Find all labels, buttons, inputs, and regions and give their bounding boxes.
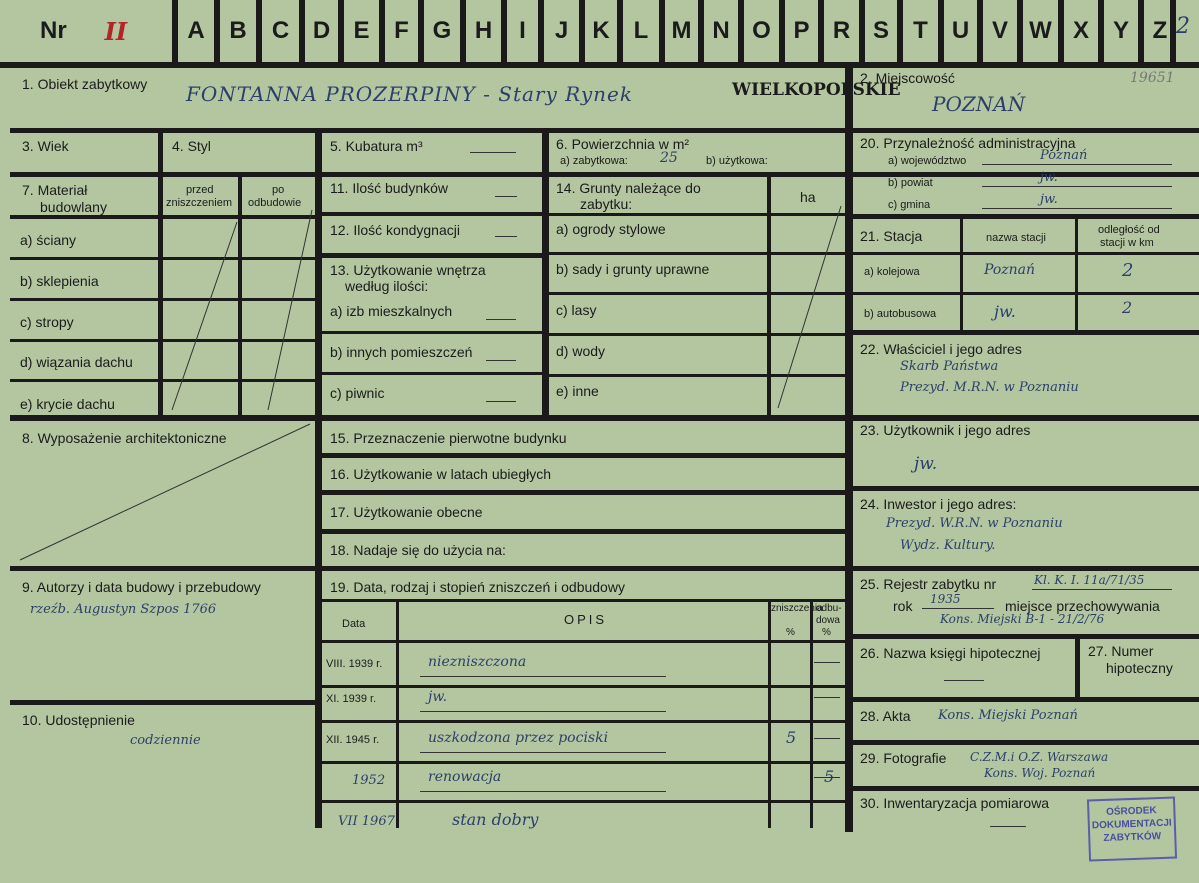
f25-rok-label: rok [893, 598, 913, 614]
f13-label2: według ilości: [345, 278, 429, 294]
f7-row-label: b) sklepienia [20, 273, 99, 289]
f20-b-label: b) powiat [888, 177, 933, 189]
f29-line2: Kons. Woj. Poznań [984, 766, 1096, 780]
f19-footer-date: VII 1967 [338, 814, 395, 829]
f7-label2: budowlany [40, 199, 107, 215]
f19-col-o3: % [822, 627, 831, 638]
f25-value: Kl. K. I. 11a/71/35 [1034, 573, 1145, 587]
stamp-line3: ZABYTKÓW [1103, 830, 1162, 844]
f11-label: 11. Ilość budynków [330, 180, 449, 196]
letter-z: Z [1144, 0, 1176, 62]
letter-v: V [983, 0, 1017, 62]
f10-label: 10. Udostępnienie [22, 712, 135, 728]
f21-a-km: 2 [1122, 260, 1134, 281]
f19-col-z2: % [786, 627, 795, 638]
letter-r: R [824, 0, 859, 62]
f7-row-label: c) stropy [20, 314, 74, 330]
f15-label: 15. Przeznaczenie pierwotne budynku [330, 430, 567, 446]
f7-col1b: zniszczeniem [166, 197, 233, 209]
f19-col-o2: dowa [816, 615, 840, 626]
f13-row-label: a) izb mieszkalnych [330, 303, 453, 319]
f19-row-desc: renowacja [428, 769, 502, 785]
corner-mark: 2 [1176, 14, 1190, 39]
f25-rok-value: 1935 [930, 592, 961, 606]
f16-label: 16. Użytkowanie w latach ubiegłych [330, 466, 552, 482]
f27-label1: 27. Numer [1088, 643, 1154, 659]
f6-b-label: b) użytkowa: [706, 155, 768, 167]
f19-col-date: Data [342, 618, 366, 630]
f19-row-date: 1952 [352, 773, 386, 788]
f24-label: 24. Inwestor i jego adres: [860, 496, 1017, 512]
f8-label: 8. Wyposażenie architektoniczne [22, 430, 227, 446]
f2-label: 2. Miejscowość [860, 70, 955, 86]
f20-b-value: jw. [1040, 170, 1058, 185]
f5-label: 5. Kubatura m³ [330, 138, 423, 154]
f21-b-label: b) autobusowa [864, 308, 937, 320]
letter-a: A [178, 0, 214, 62]
f20-label: 20. Przynależność administracyjna [860, 135, 1076, 151]
f30-label: 30. Inwentaryzacja pomiarowa [860, 795, 1050, 811]
letter-b: B [220, 0, 256, 62]
f25-miejsce-label: miejsce przechowywania [1005, 598, 1160, 614]
f20-c-value: jw. [1040, 192, 1058, 207]
f2-code: 19651 [1130, 70, 1175, 86]
letter-f: F [385, 0, 418, 62]
letter-i: I [507, 0, 538, 62]
letter-h: H [466, 0, 501, 62]
f19-row-date: XI. 1939 r. [326, 693, 377, 705]
letter-g: G [424, 0, 460, 62]
f7-col2b: odbudowie [248, 197, 302, 209]
f19-col-z1: zniszczenia [771, 603, 823, 614]
f9-label: 9. Autorzy i data budowy i przebudowy [22, 579, 261, 595]
f19-col-o1: odbu- [816, 603, 842, 614]
f21-label: 21. Stacja [860, 228, 923, 244]
f19-row-desc: uszkodzona przez pociski [428, 730, 609, 746]
f24-line2: Wydz. Kultury. [900, 538, 996, 553]
f18-label: 18. Nadaje się do użycia na: [330, 542, 506, 558]
f20-c-label: c) gmina [888, 199, 931, 211]
letter-e: E [344, 0, 379, 62]
f23-label: 23. Użytkownik i jego adres [860, 422, 1031, 438]
f7-row-label: d) wiązania dachu [20, 354, 133, 370]
f6-a-label: a) zabytkowa: [560, 155, 628, 167]
letter-d: D [305, 0, 338, 62]
letter-o: O [744, 0, 779, 62]
f19-row-date: VIII. 1939 r. [326, 658, 383, 670]
f23-value: jw. [914, 454, 938, 474]
stamp-line1: OŚRODEK [1105, 805, 1157, 818]
letter-j: J [544, 0, 579, 62]
f14-label2: zabytku: [580, 196, 633, 212]
letter-w: W [1023, 0, 1058, 62]
f9-value: rzeźb. Augustyn Szpos 1766 [30, 602, 217, 617]
stamp-line2: DOKUMENTACJI [1091, 817, 1172, 832]
f12-label: 12. Ilość kondygnacji [330, 222, 460, 238]
letter-m: M [665, 0, 698, 62]
f3-label: 3. Wiek [22, 138, 69, 154]
f1-label: 1. Obiekt zabytkowy [22, 76, 148, 92]
f21-col2b: stacji w km [1100, 237, 1154, 249]
f14-row-label: d) wody [556, 343, 606, 359]
f25-miejsce-value: Kons. Miejski B-1 - 21/2/76 [940, 612, 1105, 626]
f24-line1: Prezyd. W.R.N. w Poznaniu [886, 516, 1063, 531]
f13-row-label: c) piwnic [330, 385, 385, 401]
letter-l: L [623, 0, 659, 62]
f21-b-name: jw. [994, 302, 1016, 321]
f6-label: 6. Powierzchnia w m² [556, 136, 690, 152]
f20-a-value: Poznań [1040, 148, 1088, 163]
f7-label1: 7. Materiał [22, 182, 88, 198]
f21-a-label: a) kolejowa [864, 266, 920, 278]
f29-line1: C.Z.M.i O.Z. Warszawa [970, 750, 1109, 764]
f14-row-label: b) sady i grunty uprawne [556, 261, 710, 277]
f14-unit: ha [800, 189, 816, 205]
f29-label: 29. Fotografie [860, 750, 947, 766]
f28-value: Kons. Miejski Poznań [938, 708, 1078, 723]
f19-col-desc: OPIS [564, 612, 608, 627]
f13-row-label: b) innych pomieszczeń [330, 344, 473, 360]
nr-label: Nr [40, 17, 67, 44]
f1-region: WIELKOPOLSKIE [732, 80, 901, 100]
f22-line1: Skarb Państwa [900, 359, 999, 374]
f1-value: FONTANNA PROZERPINY - Stary Rynek [186, 82, 633, 106]
f20-a-label: a) województwo [888, 155, 967, 167]
f14-row-label: c) lasy [556, 302, 597, 318]
f7-col1a: przed [186, 184, 214, 196]
f10-value: codziennie [130, 733, 201, 748]
letter-x: X [1064, 0, 1098, 62]
f21-col2a: odległość od [1098, 224, 1160, 236]
f19-row-date: XII. 1945 r. [326, 734, 380, 746]
letter-p: P [785, 0, 818, 62]
f21-b-km: 2 [1122, 298, 1133, 317]
letter-t: T [903, 0, 938, 62]
f19-row-zniszczenia: 5 [786, 728, 797, 747]
letter-k: K [585, 0, 617, 62]
f22-label: 22. Właściciel i jego adres [860, 341, 1022, 357]
f7-row-label: a) ściany [20, 232, 77, 248]
f7-row-label: e) krycie dachu [20, 396, 115, 412]
f17-label: 17. Użytkowanie obecne [330, 504, 483, 520]
f14-row-label: e) inne [556, 383, 599, 399]
letter-s: S [865, 0, 897, 62]
f27-label2: hipoteczny [1106, 660, 1173, 676]
f26-label: 26. Nazwa księgi hipotecznej [860, 645, 1041, 661]
f19-row-desc: niezniszczona [428, 654, 527, 670]
f14-label1: 14. Grunty należące do [556, 180, 701, 196]
f6-a-value: 25 [660, 150, 678, 166]
f19-row-desc: jw. [428, 689, 448, 705]
f22-line2: Prezyd. M.R.N. w Poznaniu [900, 380, 1079, 395]
f4-label: 4. Styl [172, 138, 211, 154]
f13-label1: 13. Użytkowanie wnętrza [330, 262, 486, 278]
f28-label: 28. Akta [860, 708, 911, 724]
f19-footer-desc: stan dobry [452, 810, 539, 829]
nr-value: II [104, 16, 128, 46]
institution-stamp [1087, 796, 1177, 861]
f25-label: 25. Rejestr zabytku nr [860, 576, 997, 592]
letter-u: U [944, 0, 977, 62]
letter-n: N [704, 0, 738, 62]
f14-row-label: a) ogrody stylowe [556, 221, 666, 237]
f21-col1: nazwa stacji [986, 232, 1046, 244]
letter-c: C [262, 0, 299, 62]
f2-value: POZNAŃ [932, 92, 1026, 116]
letter-y: Y [1104, 0, 1138, 62]
f21-a-name: Poznań [984, 262, 1036, 278]
f7-col2a: po [272, 184, 285, 196]
f19-label: 19. Data, rodzaj i stopień zniszczeń i odbudowy [330, 579, 625, 595]
